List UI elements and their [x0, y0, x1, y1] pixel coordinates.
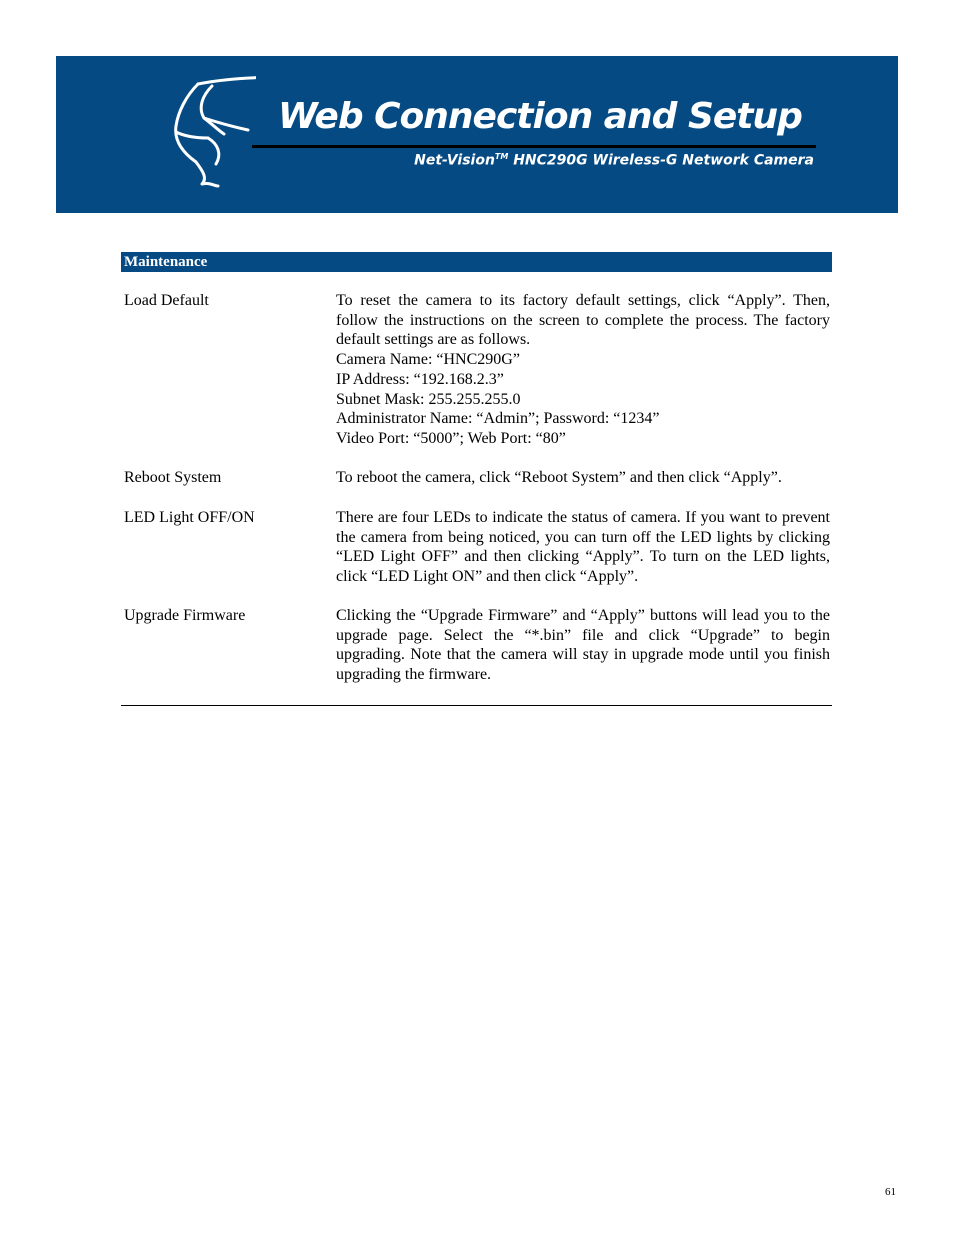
setting-ip-address: IP Address: “192.168.2.3”: [336, 370, 504, 388]
description-upgrade-firmware: Clicking the “Upgrade Firmware” and “Apply” buttons will lead you to the upgrade page. Select the “*.bin” file and click “Upgrade” to begin upgrading. Note that the camera will stay in upgrade mode until you finish upgrading the firmware.: [336, 607, 830, 684]
term-upgrade-firmware: Upgrade Firmware: [124, 607, 246, 624]
product-brand: Net-Vision: [414, 152, 495, 169]
banner-rule: [252, 145, 816, 148]
page-number: 61: [885, 1186, 896, 1198]
description-reboot-system: To reboot the camera, click “Reboot System” and then click “Apply”.: [336, 469, 782, 486]
header-banner: [56, 56, 898, 213]
setting-subnet-mask: Subnet Mask: 255.255.255.0: [336, 390, 521, 408]
setting-admin-credentials: Administrator Name: “Admin”; Password: “1234”: [336, 410, 660, 428]
section-bottom-rule: [121, 705, 832, 706]
product-model: HNC290G Wireless-G Network Camera: [508, 152, 814, 169]
banner-subtitle: [414, 152, 814, 169]
description-text: To reset the camera to its factory default settings, click “Apply”. Then, follow the instructions on the screen to complete the process. The factory default settings are as follows.: [336, 292, 830, 349]
term-reboot-system: Reboot System: [124, 469, 222, 486]
banner-title: Web Connection and Setup: [278, 96, 802, 137]
section-title: Maintenance: [124, 254, 208, 270]
section-title-bar: [121, 252, 832, 272]
term-load-default: Load Default: [124, 292, 209, 309]
eagle-logo-icon: [168, 74, 256, 188]
setting-camera-name: Camera Name: “HNC290G”: [336, 351, 520, 369]
term-led-light: LED Light OFF/ON: [124, 509, 255, 526]
description-load-default: [336, 291, 830, 449]
description-led-light: There are four LEDs to indicate the status of camera. If you want to prevent the camera from being noticed, you can turn off the LED lights by clicking “LED Light OFF” and then clicking “Apply”. To turn on the LED lights, click “LED Light ON” and then click “Apply”.: [336, 509, 830, 586]
setting-ports: Video Port: “5000”; Web Port: “80”: [336, 429, 566, 447]
trademark-mark: TM: [494, 152, 509, 161]
